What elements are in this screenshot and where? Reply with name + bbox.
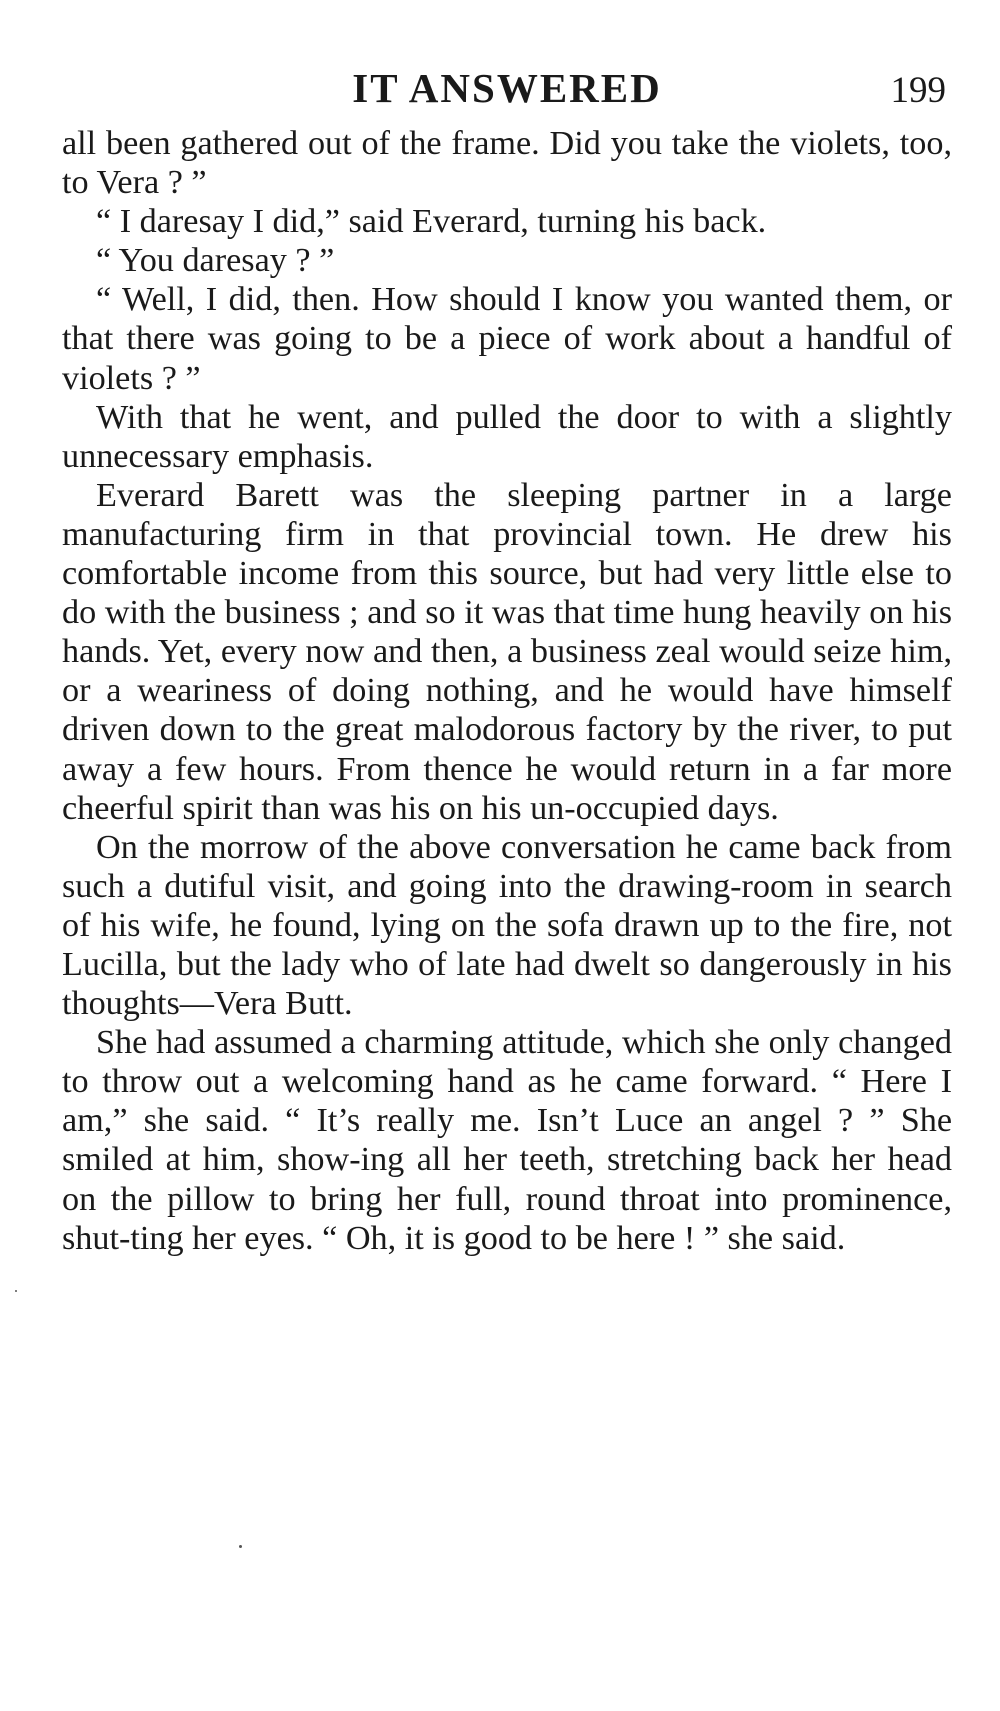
paragraph: She had assumed a charming attitude, which she only changed to throw out a welcoming hand as he came forward. “ Here I am,” she said. “ It’s really me. Isn’t Luce an angel ? ” She smiled at him, show-ing all her teeth, stretching back her head on the pillow to bring her full, round throat into prominence, shut-ting her eyes. “ Oh, it is good to be here ! ” she said. [62,1024,952,1257]
paragraph: On the morrow of the above conversation he came back from such a dutiful visit, and going into the drawing-room in search of his wife, he found, lying on the sofa drawn up to the fire, not Lucilla, but the lady who of late had dwelt so dangerously in his thoughts—Vera Butt. [62,828,952,1023]
paragraph: “ I daresay I did,” said Everard, turning his back. [96,203,767,241]
paragraph-continued: all been gathered out of the frame. Did you take the violets, too, to Vera ? ” [62,125,952,202]
scan-speck [15,1290,17,1292]
paragraph: With that he went, and pulled the door to with a slightly unnecessary emphasis. [62,398,952,475]
body-text [62,124,952,1258]
page-number: 199 [890,70,946,111]
chapter-title: IT ANSWERED [352,65,662,111]
scan-speck [239,1545,242,1548]
paragraph: “ Well, I did, then. How should I know you wanted them, or that there was going to be a piece of work about a handful of violets ? ” [62,281,952,397]
book-page [62,60,952,1258]
paragraph: Everard Barett was the sleeping partner in a large manufacturing firm in that provincial town. He drew his comfortable income from this source, but had very little else to do with the business ; and so it was that time hung heavily on his hands. Yet, every now and then, a business zeal would seize him, or a weariness of doing nothing, and he would have himself driven down to the great malodorous factory by the river, to put away a few hours. From thence he would return in a far more cheerful spirit than was his on his un-occupied days. [62,476,952,827]
running-head [62,60,952,116]
paragraph: “ You daresay ? ” [96,242,335,280]
